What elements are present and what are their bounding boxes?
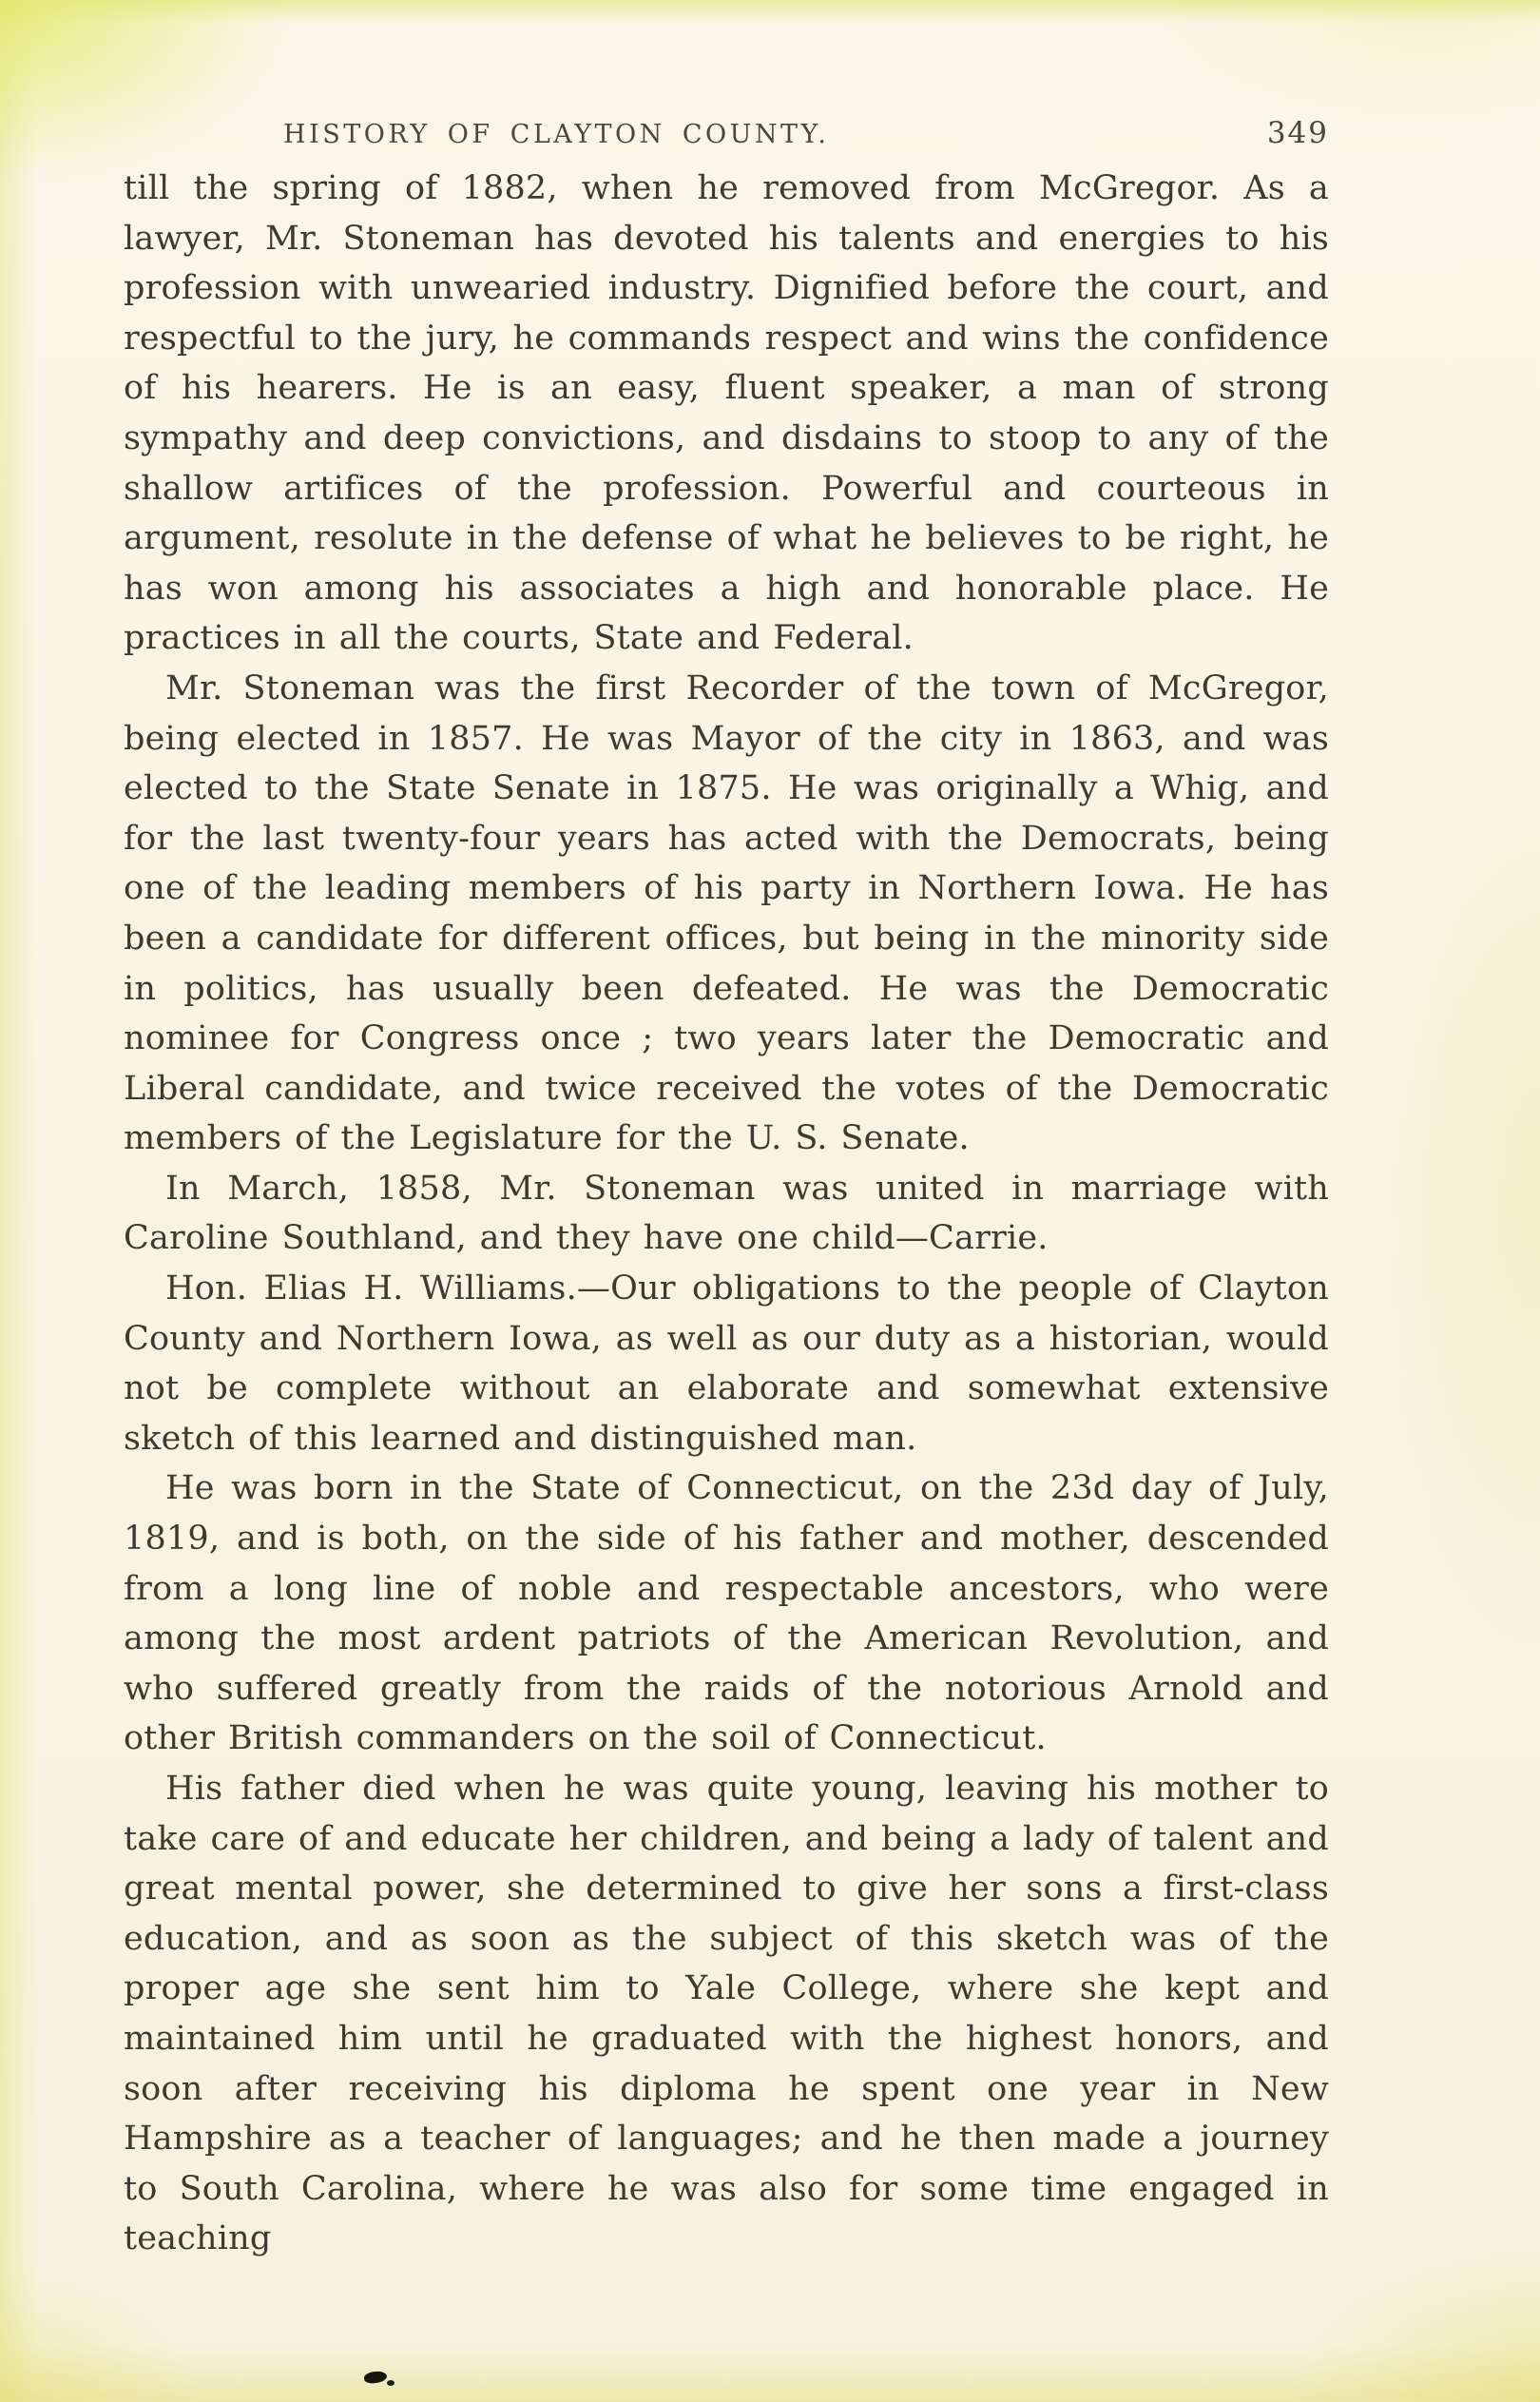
paragraph-williams-education: His father died when he was quite young, leaving his mother to take care of and educate her children, and being a lady of talent and great mental power, she determined to give her sons a first-class education, and as soon as the subject of this sketch was of the proper age she sent him to Yale College, where she kept and maintained him until he graduated with the highest honors, and soon after receiving his diploma he spent one year in New Hampshire as a teacher of languages; and he then made a journey to South Carolina, where he was also for some time engaged in teaching	[124, 1770, 1329, 2258]
running-title: HISTORY OF CLAYTON COUNTY.	[283, 120, 830, 149]
paragraph-continuation: till the spring of 1882, when he removed from McGregor. As a lawyer, Mr. Stoneman has devoted his talents and energies to his profession with unwearied industry. Dignified before the court, and respectful to the jury, he commands respect and wins the confidence of his hearers. He is an easy, fluent speaker, a man of strong sympathy and deep convictions, and disdains to stoop to any of the shallow artifices of the profession. Powerful and courteous in argument, resolute in the defense of what he believes to be right, he has won among his associates a high and honorable place. He practices in all the courts, State and Federal.	[124, 169, 1329, 658]
paragraph-williams-birth: He was born in the State of Connecticut, on the 23d day of July, 1819, and is both, on the side of his father and mother, descended from a long line of noble and respectable ancestors, who were among the most ardent patriots of the American Revolution, and who suffered greatly from the raids of the notorious Arnold and other British commanders on the soil of Connecticut.	[124, 1469, 1329, 1758]
paragraph-stoneman-offices: Mr. Stoneman was the first Recorder of the town of McGregor, being elected in 1857. He was Mayor of the city in 1863, and was elected to the State Senate in 1875. He was originally a Whig, and for the last twenty-four years has acted with the Democrats, being one of the leading members of his party in Northern Iowa. He has been a candidate for different offices, but being in the minority side in politics, has usually been defeated. He was the Democratic nominee for Congress once ; two years later the Democratic and Liberal candidate, and twice received the votes of the Democratic members of the Legislature for the U. S. Senate.	[124, 668, 1329, 1158]
running-header	[124, 116, 1329, 150]
paragraph-williams-intro: Hon. Elias H. Williams.—Our obligations to the people of Clayton County and Northern Iowa, as well as our duty as a historian, would not be complete without an elaborate and somewhat extensive sketch of this learned and distinguished man.	[124, 1269, 1329, 1458]
body-text-block	[124, 164, 1329, 2264]
ink-spot-small	[387, 2380, 395, 2386]
page-number: 349	[1266, 116, 1329, 150]
paragraph-stoneman-marriage: In March, 1858, Mr. Stoneman was united in marriage with Caroline Southland, and they have one child—Carrie.	[124, 1169, 1329, 1258]
ink-spot	[363, 2370, 387, 2384]
